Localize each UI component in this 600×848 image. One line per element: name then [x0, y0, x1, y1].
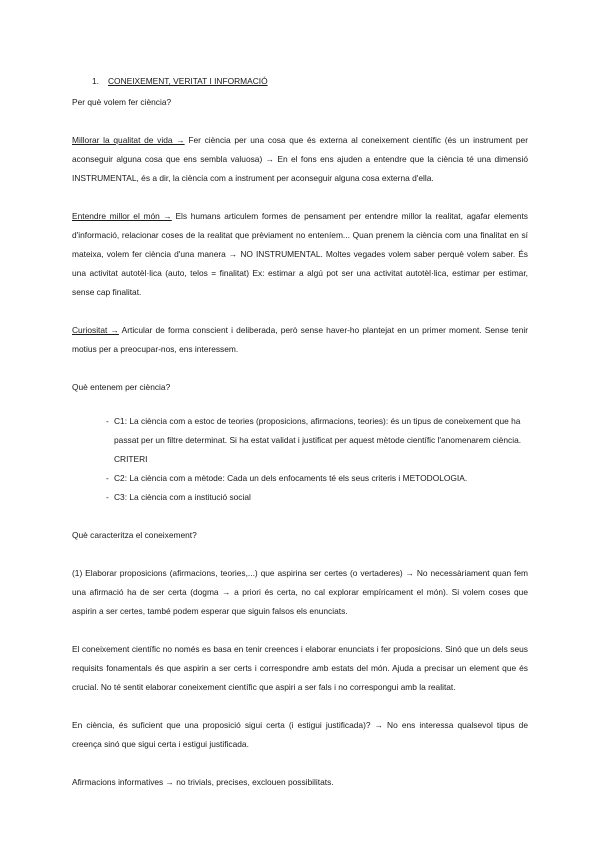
- paragraph-lead: Entendre millor el món →: [72, 211, 172, 221]
- section-heading: [92, 72, 528, 91]
- section-title: CONEIXEMENT, VERITAT I INFORMACIÓ: [108, 76, 268, 86]
- paragraph-text: Els humans articulem formes de pensament per entendre millor la realitat, agafar elements d'informació, relacionar coses de la realitat que prèviament no enteníem... Quan prenem la ciència com una finalitat en sí mateixa, volem fer ciència d'una manera → NO INSTRUMENTAL. Moltes vegades volem saber perquè volem saber. És una activitat autotèl·lica (auto, telos = finalitat) Ex: estimar a algú pot ser una activitat autotèl·lica, estimar per estimar, sense cap finalitat.: [72, 211, 528, 297]
- list-item: - C1: La ciència com a estoc de teories (proposicions, afirmacions, teories): és un tipus de coneixement que ha passat per un filtre determinat. Si ha estat validat i justificat per aquest mètode científic l'anomenarem ciència. CRITERI: [106, 412, 528, 469]
- list-item: - C3: La ciència com a institució social: [106, 488, 528, 507]
- paragraph-propositions: (1) Elaborar proposicions (afirmacions, teories,...) que aspirina ser certes (o vertaderes) → No necessàriament quan fem una afirmació ha de ser certa (dogma → a priori és certa, no cal explorar empíricament el món). Si volem coses que aspirin a ser certes, també podem esperar que siguin falsos els enunciats.: [72, 568, 528, 616]
- paragraph-understand-world: [72, 207, 528, 302]
- section-number: 1.: [92, 76, 99, 86]
- paragraph-curiosity: [72, 321, 528, 359]
- paragraph-lead: Curiositat →: [72, 325, 119, 335]
- paragraph-quality-of-life: [72, 131, 528, 188]
- list-item: - C2: La ciència com a mètode: Cada un dels enfocaments té els seus criteris i METODOLOGIA.: [106, 469, 528, 488]
- criteria-list: [72, 412, 528, 507]
- paragraph-text: Fer ciència per una cosa que és externa al coneixement científic (és un instrument per aconseguir alguna cosa que ens sembla valuosa) → En el fons ens ajuden a entendre que la ciència té una dimensió INSTRUMENTAL, és a dir, la ciència com a instrument per aconseguir alguna cosa externa d'ella.: [72, 135, 529, 183]
- paragraph-justified-belief: En ciència, és suficient que una proposició sigui certa (i estigui justificada)? → No ens interessa qualsevol tipus de creença sinó que sigui certa i estigui justificada.: [72, 720, 528, 749]
- paragraph-lead: Millorar la qualitat de vida →: [72, 135, 185, 145]
- question-why-science: Per què volem fer ciència?: [72, 97, 172, 107]
- paragraph-text: Articular de forma conscient i deliberada, però sense haver-ho plantejat en un primer moment. Sense tenir motius per a preocupar-nos, ens interessem.: [72, 325, 529, 354]
- document-body: [72, 72, 528, 811]
- question-knowledge-traits: Què caracteritza el coneixement?: [72, 530, 197, 540]
- question-what-is-science: Què entenem per ciència?: [72, 382, 171, 392]
- paragraph-informative-claims: Afirmacions informatives → no trivials, precises, exclouen possibilitats.: [72, 777, 334, 787]
- paragraph-scientific-knowledge: El coneixement científic no només es basa en tenir creences i elaborar enunciats i fer proposicions. Sinó que un dels seus requisits fonamentals és que aspirin a ser certs i correspondre amb estats del món. Ajuda a precisar un element que és crucial. No té sentit elaborar coneixement científic que aspiri a ser fals i no correspongui amb la realitat.: [72, 644, 528, 692]
